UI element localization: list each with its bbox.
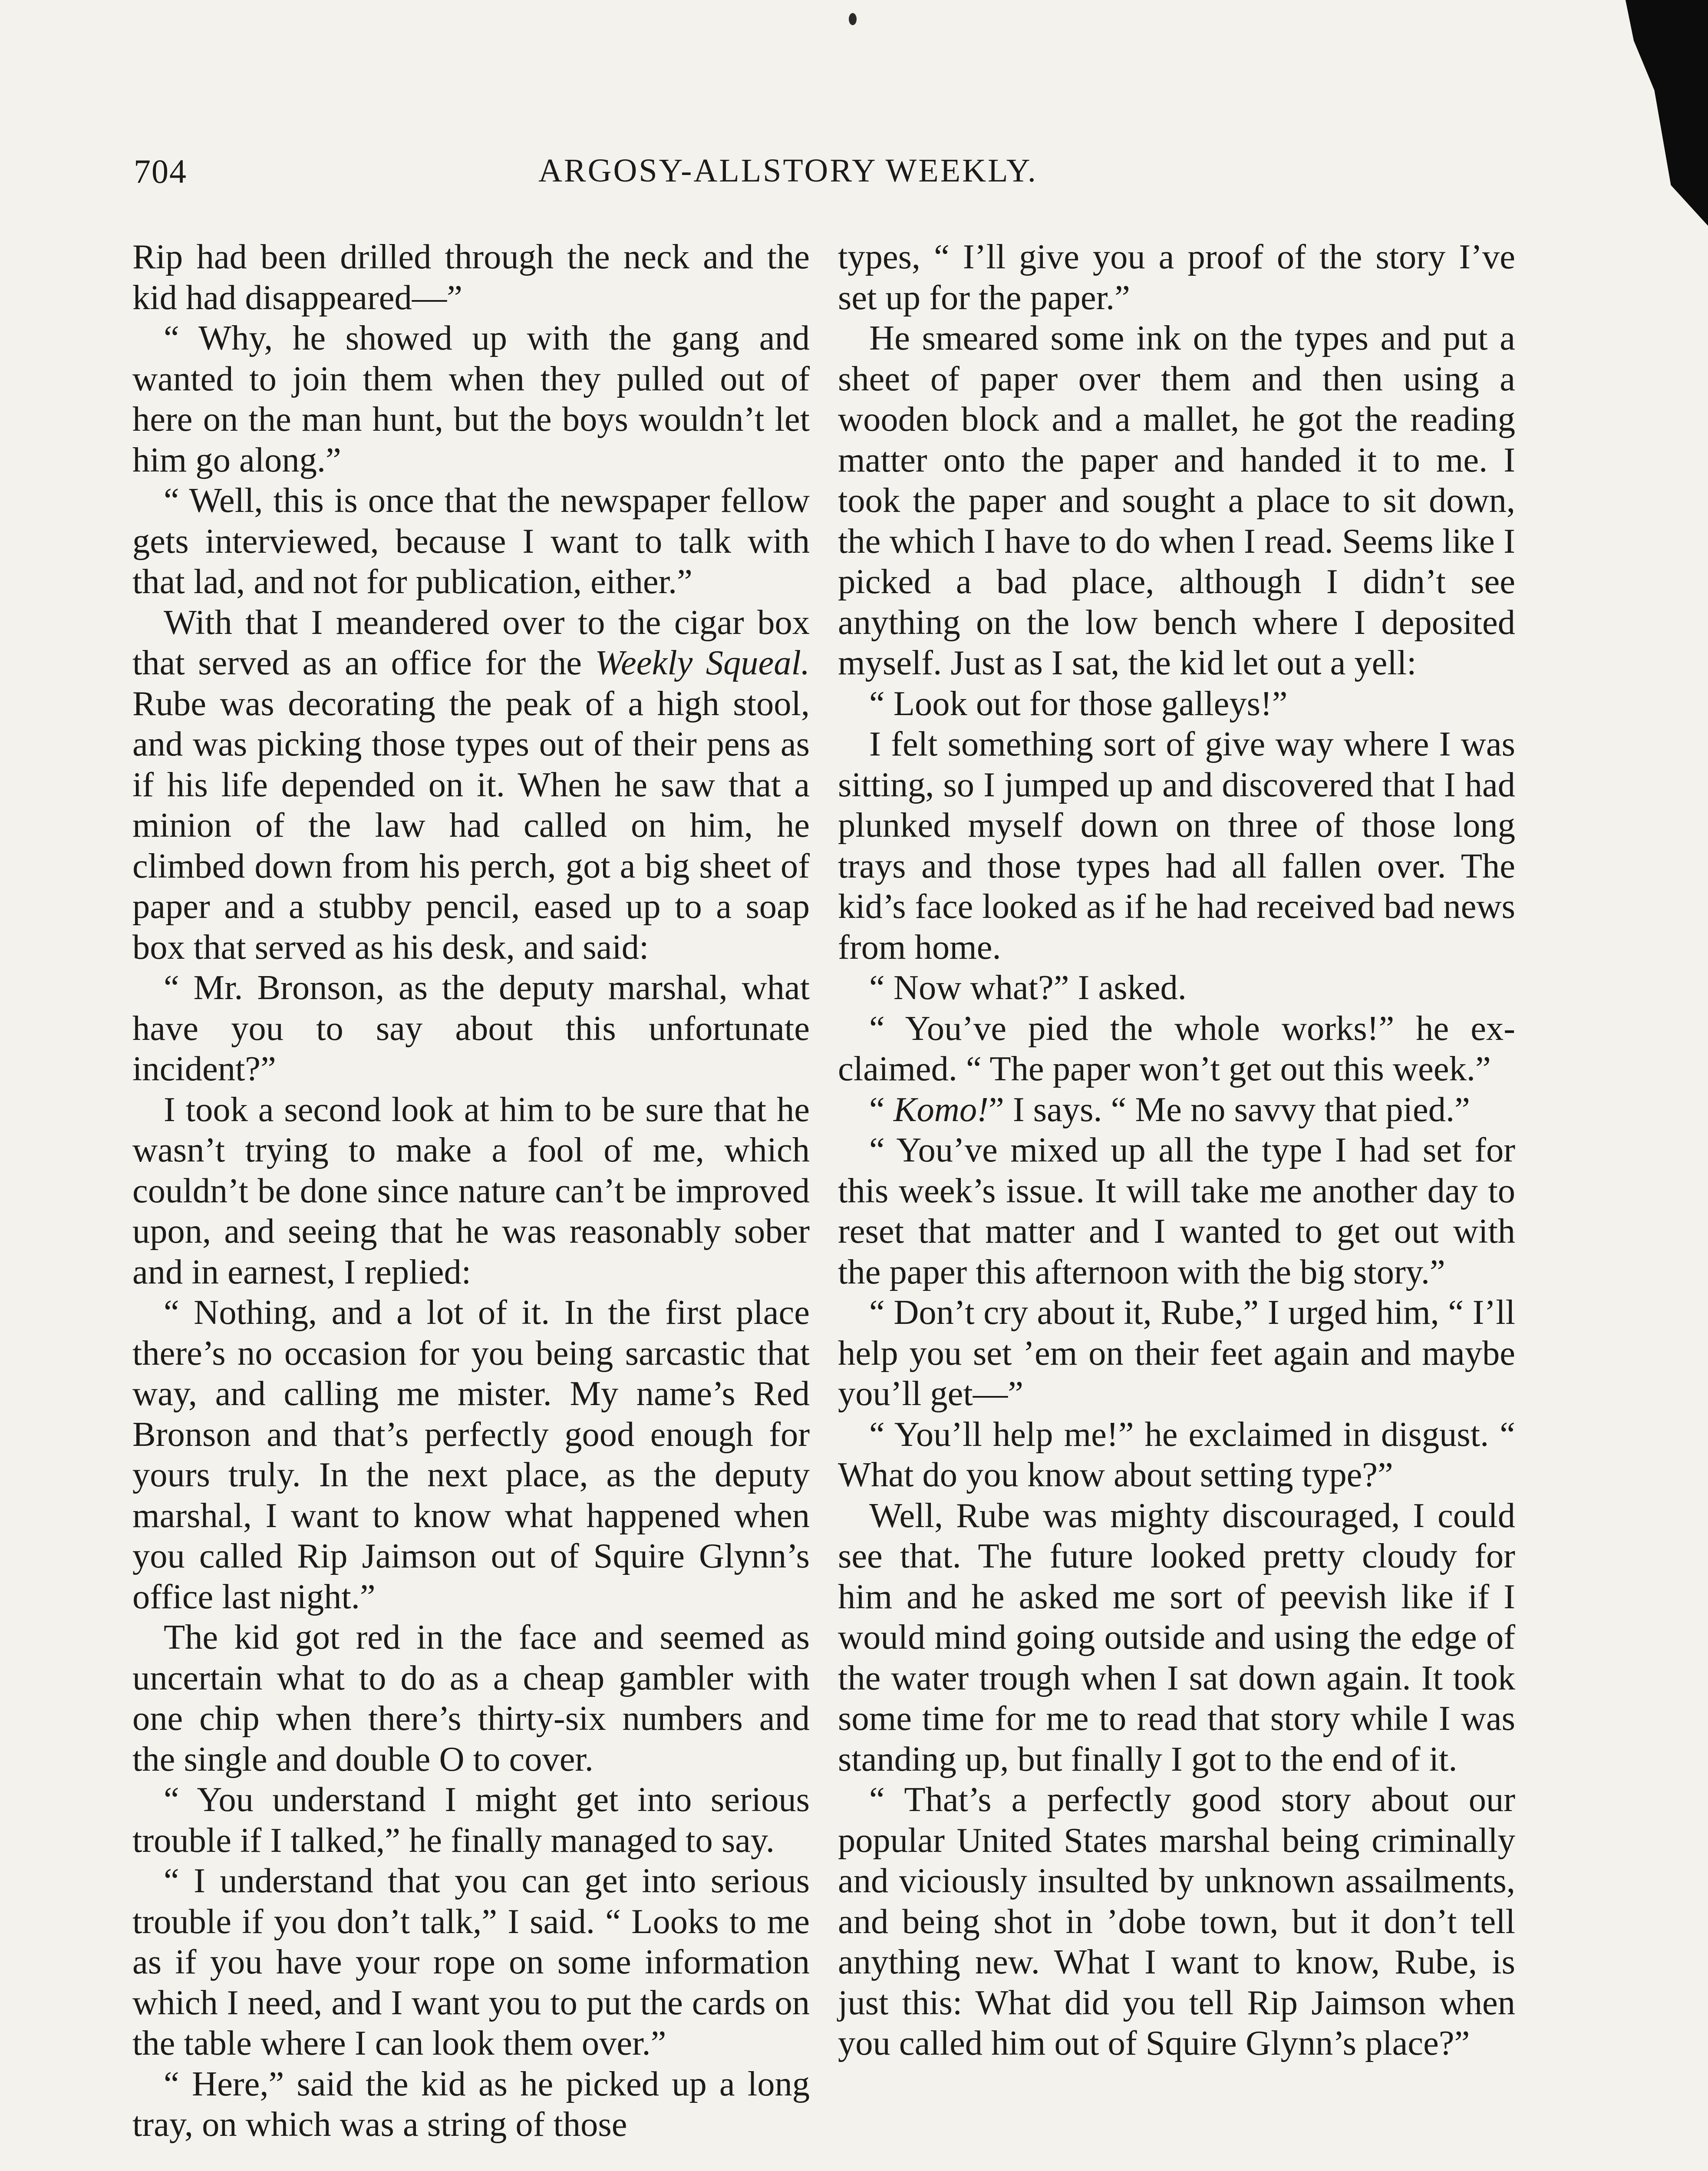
scan-edge-shadow-top [1626, 0, 1708, 226]
right-column [838, 237, 1515, 2064]
paragraph: “ You’ll help me!” he exclaimed in disgust. “ What do you know about setting type?” [838, 1415, 1515, 1494]
paragraph: The kid got red in the face and seemed as uncertain what to do as a cheap gambler with one chip when there’s thirty-six numbers and the single and double O to cover. [132, 1618, 810, 1778]
page-number: 704 [134, 152, 187, 190]
running-head: ARGOSY-ALLSTORY WEEKLY. [538, 152, 1038, 189]
paragraph: “ That’s a perfectly good story about our popular United States marshal being criminally and viciously insulted by unknown assailments, and being shot in ’dobe town, but it don’t tell anything new. What I want to know, Rube, is just this: What did you tell Rip Jaimson when you called him out of Squire Glynn’s place?” [838, 1780, 1515, 2062]
left-column [132, 237, 810, 2145]
paragraph: With that I meandered over to the cigar box that served as an office for the Weekly Squeal. Rube was decorating the peak of a high stool, and was picking those types out of their pens as if his life depended on it. When he saw that a minion of the law had called on him, he climbed down from his perch, got a big sheet of paper and a stubby pencil, eased up to a soap box that served as his desk, and said: [132, 603, 810, 967]
paragraph: “ Why, he showed up with the gang and wanted to join them when they pulled out of here on the man hunt, but the boys wouldn’t let him go along.” [132, 319, 810, 479]
paragraph: “ You’ve pied the whole works!” he exclaimed. “ The paper won’t get out this week.” [838, 1009, 1515, 1088]
paragraph: “ Now what?” I asked. [869, 968, 1187, 1007]
paragraph: He smeared some ink on the types and put a sheet of paper over them and then using a wooden block and a mallet, he got the reading matter onto the paper and handed it to me. I took the paper and sought a place to sit down, the which I have to do when I read. Seems like I picked a bad place, although I didn’t see anything on the low bench where I deposited myself. Just as I sat, the kid let out a yell: [838, 319, 1515, 682]
paragraph: “ Don’t cry about it, Rube,” I urged him, “ I’ll help you set ’em on their feet again and maybe you’ll get—” [838, 1293, 1515, 1413]
paragraph: “ Mr. Bronson, as the deputy marshal, what have you to say about this unfortunate incident?” [132, 968, 810, 1088]
paragraph: “ Well, this is once that the newspaper fellow gets interviewed, because I want to talk with that lad, and not for publication, either.” [132, 481, 810, 601]
paragraph: Rip had been drilled through the neck and the kid had disappeared—” [132, 238, 810, 317]
paragraph: “ Look out for those galleys!” [869, 684, 1288, 723]
paragraph: Well, Rube was mighty discouraged, I could see that. The future looked pretty cloudy for him and he asked me sort of peevish like if I would mind going outside and using the edge of the water trough when I sat down again. It took some time for me to read that story while I was standing up, but finally I got to the end of it. [838, 1496, 1515, 1778]
paragraph: “ Here,” said the kid as he picked up a long tray, on which was a string of those [132, 2064, 810, 2144]
paragraph: I took a second look at him to be sure that he wasn’t trying to make a fool of me, which couldn’t be done since nature can’t be improved upon, and seeing that he was reasonably sober and in earnest, I replied: [132, 1090, 810, 1291]
paragraph: “ Nothing, and a lot of it. In the first place there’s no occasion for you being sarcastic that way, and calling me mister. My name’s Red Bronson and that’s perfectly good enough for yours truly. In the next place, as the deputy marshal, I want to know what happened when you called Rip Jaimson out of Squire Glynn’s office last night.” [132, 1293, 810, 1616]
paragraph: I felt something sort of give way where I was sitting, so I jumped up and discovered that I had plunked myself down on three of those long trays and those types had all fallen over. The kid’s face looked as if he had received bad news from home. [838, 725, 1515, 967]
paragraph: “ You’ve mixed up all the type I had set for this week’s issue. It will take me another day to reset that matter and I wanted to get out with the paper this afternoon with the big story.” [838, 1131, 1515, 1291]
paragraph: “ I understand that you can get into serious trouble if you don’t talk,” I said. “ Looks to me as if you have your rope on some information which I need, and I want you to put the cards on the table where I can look them over.” [132, 1861, 810, 2062]
ink-speck [849, 13, 857, 25]
paragraph: types, “ I’ll give you a proof of the story I’ve set up for the paper.” [838, 238, 1515, 317]
paragraph: “ Komo!” I says. “ Me no savvy that pied.” [869, 1090, 1470, 1129]
paragraph: “ You understand I might get into serious trouble if I talked,” he finally managed to say. [132, 1780, 810, 1860]
